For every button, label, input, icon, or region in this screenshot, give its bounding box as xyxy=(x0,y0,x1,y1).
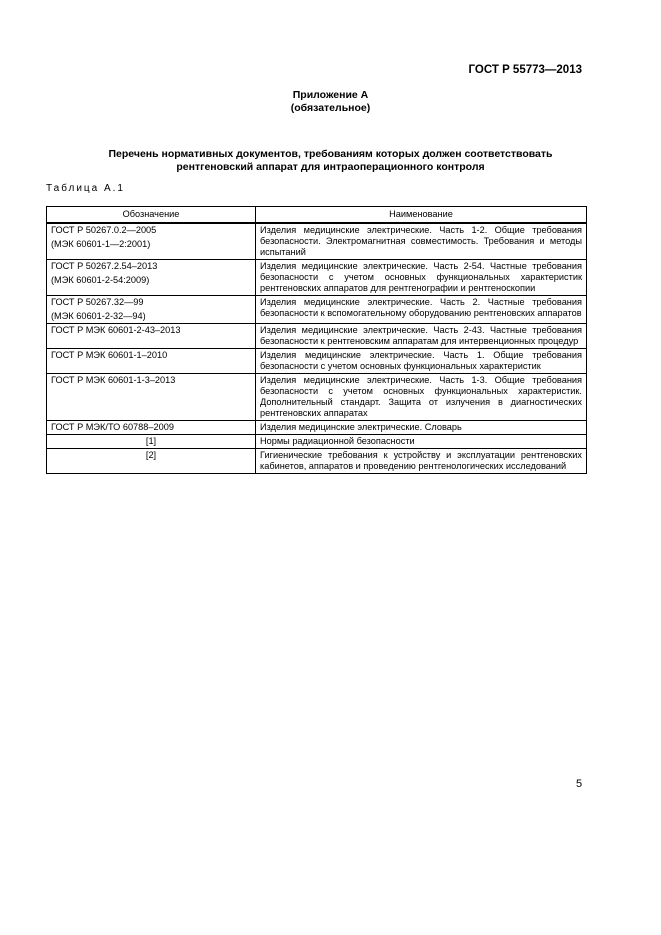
normative-documents-table xyxy=(46,206,587,474)
column-header-name: Наименование xyxy=(256,207,587,224)
table-row xyxy=(47,324,587,349)
document-name-cell: Гигиенические требования к устройству и эксплуатации рентгеновских кабинетов, аппаратов и проведению рентгенологических исследований xyxy=(256,449,587,474)
table-row xyxy=(47,296,587,324)
designation-code: ГОСТ Р 50267.0.2—2005 xyxy=(51,225,157,235)
document-name-cell: Нормы радиационной безопасности xyxy=(256,435,587,449)
section-heading xyxy=(0,148,661,174)
designation-code: ГОСТ Р 50267.32—99 xyxy=(51,297,144,307)
designation-cell: [1] xyxy=(47,435,256,449)
table-row xyxy=(47,421,587,435)
designation-code: ГОСТ Р 50267.2.54–2013 xyxy=(51,261,158,271)
designation-code-equivalent: (МЭК 60601-2-32—94) xyxy=(51,311,146,321)
document-name-cell: Изделия медицинские электрические. Часть 2-43. Частные требования безопасности к рентгеновским аппаратам для интервенционных процедур xyxy=(256,324,587,349)
table-row xyxy=(47,449,587,474)
table-row xyxy=(47,223,587,260)
document-name-cell: Изделия медицинские электрические. Часть 1-2. Общие требования безопасности. Электромагнитная совместимость. Требования и методы испытаний xyxy=(256,223,587,260)
document-name-cell: Изделия медицинские электрические. Словарь xyxy=(256,421,587,435)
table-row xyxy=(47,435,587,449)
designation-code-equivalent: (МЭК 60601-1—2:2001) xyxy=(51,239,151,249)
designation-code-equivalent: (МЭК 60601-2-54:2009) xyxy=(51,275,150,285)
designation-cell xyxy=(47,223,256,260)
designation-cell: ГОСТ Р МЭК 60601-1–2010 xyxy=(47,349,256,374)
document-name-cell: Изделия медицинские электрические. Часть 2. Частные требования безопасности к вспомогательному оборудованию рентгеновских аппаратов xyxy=(256,296,587,324)
annex-status: (обязательное) xyxy=(290,102,371,114)
table-row xyxy=(47,349,587,374)
table-caption: Таблица А.1 xyxy=(46,183,125,194)
annex-block xyxy=(0,89,661,115)
page-number: 5 xyxy=(576,778,583,790)
table-header-row xyxy=(47,207,587,224)
section-heading-line-2: рентгеновский аппарат для интраоперационного контроля xyxy=(176,161,485,173)
table-row xyxy=(47,374,587,421)
table-row xyxy=(47,260,587,296)
column-header-designation: Обозначение xyxy=(47,207,256,224)
section-heading-line-1: Перечень нормативных документов, требованиям которых должен соответствовать xyxy=(108,148,553,160)
designation-cell: ГОСТ Р МЭК/ТО 60788–2009 xyxy=(47,421,256,435)
document-name-cell: Изделия медицинские электрические. Часть 1. Общие требования безопасности с учетом основных функциональных характеристик xyxy=(256,349,587,374)
document-name-cell: Изделия медицинские электрические. Часть 2-54. Частные требования безопасности с учетом основных функциональных характеристик рентгеновских аппаратов для рентгенографии и рентгеноскопии xyxy=(256,260,587,296)
designation-cell xyxy=(47,260,256,296)
standard-code: ГОСТ Р 55773—2013 xyxy=(468,64,582,76)
designation-cell: ГОСТ Р МЭК 60601-2-43–2013 xyxy=(47,324,256,349)
designation-cell: ГОСТ Р МЭК 60601-1-3–2013 xyxy=(47,374,256,421)
designation-cell xyxy=(47,296,256,324)
annex-title: Приложение А xyxy=(292,89,369,101)
document-name-cell: Изделия медицинские электрические. Часть 1-3. Общие требования безопасности с учетом основных функциональных характеристик. Дополнительный стандарт. Защита от излучения в диагностических рентгеновских аппаратах xyxy=(256,374,587,421)
designation-cell: [2] xyxy=(47,449,256,474)
